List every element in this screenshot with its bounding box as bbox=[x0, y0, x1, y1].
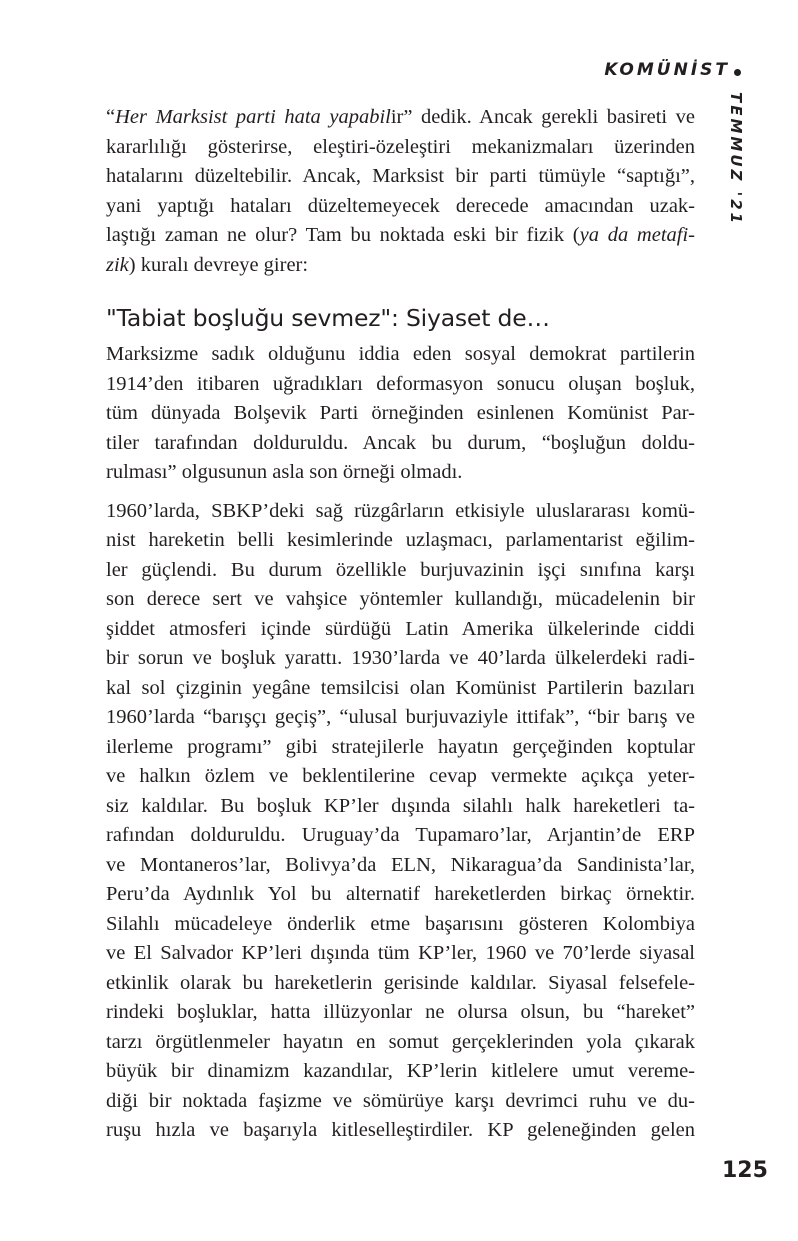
bullet-dot-icon bbox=[734, 69, 741, 76]
article-body bbox=[106, 103, 695, 1146]
text-line: ruşu hızla ve başarıyla kitleselleştirdiler. KP geleneğinden gelen bbox=[106, 1119, 695, 1141]
text-line: Marksizme sadık olduğunu iddia eden sosyal demokrat partilerin bbox=[106, 343, 695, 365]
text-line: siz kaldılar. Bu boşluk KP’ler dışında silahlı halk hareketleri ta- bbox=[106, 794, 695, 817]
text-line: şiddet atmosferi içinde sürdüğü Latin Amerika ülkelerinde ciddi bbox=[106, 617, 695, 640]
text-line bbox=[106, 103, 695, 133]
text-line: 1960’larda, SBKP’deki sağ rüzgârların etkisiyle uluslararası komü- bbox=[106, 499, 695, 522]
text-line: kal sol çizginin yegâne temsilcisi olan Komünist Partilerin bazıları bbox=[106, 676, 695, 699]
text-line: kararlılığı gösterirse, eleştiri-özeleştiri mekanizmaları üzerinden bbox=[106, 135, 695, 158]
section-heading: "Tabiat boşluğu sevmez": Siyaset de… bbox=[106, 304, 550, 332]
italic-quote: Her Marksist parti hata yapabil bbox=[115, 106, 391, 128]
italic-fragment: zik bbox=[106, 253, 129, 276]
text-fragment: ir” dedik. Ancak gerekli basireti ve bbox=[390, 106, 696, 128]
italic-fragment: ya da metafi- bbox=[579, 224, 695, 246]
text-line: nist hareketin belli kesimlerinde uzlaşmacı, parlamentarist eğilim- bbox=[106, 529, 695, 551]
text-line: 1960’larda “barışçı geçiş”, “ulusal burjuvaziyle ittifak”, “bir barış ve bbox=[106, 706, 695, 728]
text-line: etkinlik olarak bu hareketlerin gerisinde kaldılar. Siyasal felsefele- bbox=[106, 971, 695, 994]
quote-mark: “ bbox=[106, 106, 116, 128]
text-fragment: laştığı zaman ne olur? Tam bu noktada eski bir fizik ( bbox=[106, 224, 580, 246]
text-line: 1914’den itibaren uğradıkları deformasyon sonucu oluşan boşluk, bbox=[106, 372, 695, 395]
text-line: bir sorun ve boşluk yarattı. 1930’larda ve 40’larda ülkelerdeki radi- bbox=[106, 647, 695, 669]
paragraph-1 bbox=[106, 340, 695, 488]
text-line: tarzı örgütlenmeler hayatın en somut gerçeklerinden yola çıkarak bbox=[106, 1030, 695, 1053]
text-line: ilerleme programı” gibi stratejilerle hayatın gerçeğinden koptular bbox=[106, 735, 695, 758]
text-line: büyük bir dinamizm kazandılar, KP’lerin kitlelere umut vereme- bbox=[106, 1060, 695, 1082]
text-line bbox=[106, 221, 695, 251]
text-line: yani yaptığı hataları düzeltemeyecek derecede amacından uzak- bbox=[106, 194, 695, 217]
page-number: 125 bbox=[722, 1158, 768, 1183]
text-line: rindeki boşluklar, hatta illüzyonlar ne olursa olsun, bu “hareket” bbox=[106, 1001, 695, 1023]
text-line: Silahlı mücadeleye önderlik etme başarısını gösteren Kolombiya bbox=[106, 912, 695, 935]
text-line: ler güçlendi. Bu durum özellikle burjuvazinin işçi sınıfına karşı bbox=[106, 558, 695, 581]
paragraph-2 bbox=[106, 497, 695, 1146]
text-line: hatalarını düzeltebilir. Ancak, Marksist bir parti tümüyle “saptığı”, bbox=[106, 165, 695, 187]
intro-paragraph bbox=[106, 103, 695, 280]
text-line: son derece sert ve vahşice yöntemler kullandığı, mücadelenin bir bbox=[106, 588, 695, 610]
text-line: ve halkın özlem ve beklentilerine cevap vermekte açıkça yeter- bbox=[106, 765, 695, 787]
text-line: tiler tarafından dolduruldu. Ancak bu durum, “boşluğun doldu- bbox=[106, 431, 695, 454]
magazine-title: KOMÜNİST bbox=[604, 60, 730, 80]
text-line: rulması” olgusunun asla son örneği olmadı. bbox=[106, 461, 463, 483]
text-line: tüm dünyada Bolşevik Parti örneğinden esinlenen Komünist Par- bbox=[106, 402, 695, 424]
text-fragment: ) kuralı devreye girer: bbox=[128, 253, 309, 276]
text-line bbox=[106, 251, 695, 281]
text-line: ve Montaneros’lar, Bolivya’da ELN, Nikaragua’da Sandinista’lar, bbox=[106, 853, 695, 876]
text-line: rafından dolduruldu. Uruguay’da Tupamaro’lar, Arjantin’de ERP bbox=[106, 824, 695, 846]
text-line: ve El Salvador KP’leri dışında tüm KP’ler, 1960 ve 70’lerde siyasal bbox=[106, 942, 695, 964]
text-line: diği bir noktada faşizme ve sömürüye karşı devrimci ruhu ve du- bbox=[106, 1089, 695, 1112]
text-line: Peru’da Aydınlık Yol bu alternatif hareketlerden birkaç örnektir. bbox=[106, 883, 695, 905]
issue-label: TEMMUZ '21 bbox=[727, 92, 745, 227]
